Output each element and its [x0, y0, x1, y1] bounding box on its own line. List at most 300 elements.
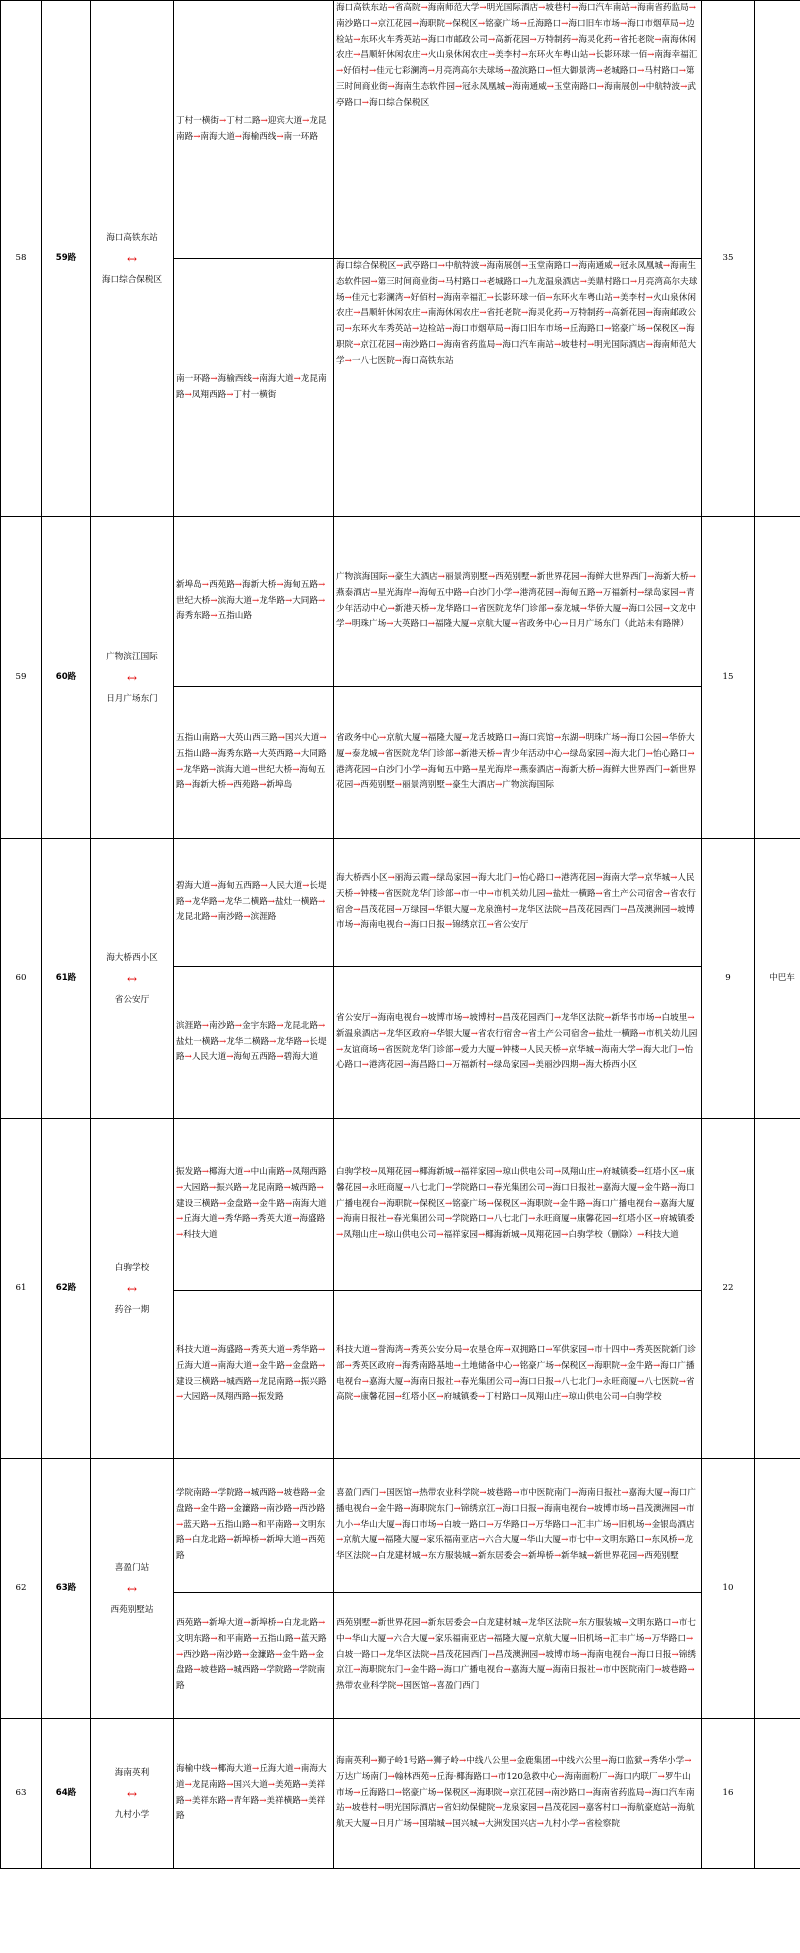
row-number: 63 [1, 1719, 42, 1869]
arrow-right-icon: → [637, 1551, 645, 1562]
arrow-right-icon: → [680, 81, 688, 92]
roads-inbound: 南一环路→海榆西线→南海大道→龙昆南路→凤翔西路→丁村一横街 [174, 259, 334, 517]
arrow-right-icon: → [436, 1787, 444, 1798]
arrow-right-icon: → [420, 764, 428, 775]
arrow-right-icon: → [210, 1763, 218, 1774]
terminal-a: 海南英利 [114, 1767, 150, 1778]
roads-inbound: 西苑路→新埠大道→新埠桥→白龙北路→文明东路→和平南路→五指山路→蓝天路→西沙路→南沙路→金濂路→金牛路→金盘路→坡巷路→城西路→学院路→学院南路 [174, 1593, 334, 1719]
arrow-right-icon: → [176, 1392, 184, 1403]
arrow-right-icon: → [487, 571, 496, 582]
arrow-right-icon: → [226, 1665, 234, 1676]
arrow-right-icon: → [302, 1036, 310, 1047]
arrow-right-icon: → [251, 1763, 260, 1774]
arrow-right-icon: → [267, 1779, 275, 1790]
arrow-right-icon: → [210, 912, 218, 923]
arrow-right-icon: → [387, 3, 395, 13]
arrow-right-icon: → [444, 1198, 453, 1209]
arrow-right-icon: → [637, 872, 645, 883]
row-number: 62 [1, 1459, 42, 1719]
terminal-b: 西苑别墅站 [110, 1604, 154, 1615]
arrow-right-icon: → [436, 1230, 444, 1241]
arrow-right-icon: → [611, 1519, 619, 1530]
arrow-right-icon: → [654, 1665, 662, 1676]
arrow-right-icon: → [403, 1376, 411, 1387]
arrow-right-icon: → [520, 261, 529, 271]
arrow-right-icon: → [344, 324, 352, 335]
arrow-right-icon: → [209, 1519, 217, 1530]
arrow-right-icon: → [671, 1649, 679, 1660]
arrow-right-icon: → [604, 1012, 612, 1023]
arrow-right-icon: → [519, 1535, 527, 1546]
arrow-right-icon: → [509, 1756, 517, 1766]
arrow-right-icon: → [210, 1344, 218, 1355]
arrow-right-icon: → [386, 1633, 394, 1644]
arrow-right-icon: → [353, 34, 361, 45]
arrow-right-icon: → [519, 18, 527, 29]
arrow-right-icon: → [571, 34, 579, 45]
line-number: 60路 [42, 517, 91, 839]
arrow-right-icon: → [546, 603, 554, 614]
arrow-right-icon: → [545, 1182, 553, 1193]
arrow-right-icon: → [678, 66, 686, 77]
arrow-right-icon: → [277, 732, 285, 743]
arrow-right-icon: → [495, 1012, 503, 1023]
arrow-right-icon: → [487, 34, 496, 45]
arrow-right-icon: → [495, 748, 503, 759]
arrow-right-icon: → [670, 1182, 678, 1193]
arrow-right-icon: → [218, 1036, 227, 1047]
arrow-right-icon: → [259, 1535, 267, 1546]
arrow-right-icon: → [561, 1535, 569, 1546]
arrow-right-icon: → [403, 920, 411, 931]
arrow-right-icon: → [243, 1344, 251, 1355]
arrow-right-icon: → [396, 1681, 404, 1692]
arrow-right-icon: → [595, 1665, 603, 1676]
arrow-right-icon: → [370, 18, 378, 29]
arrow-right-icon: → [250, 1519, 258, 1530]
arrow-right-icon: → [293, 748, 301, 759]
arrow-right-icon: → [505, 81, 513, 92]
stops-outbound: 海口高铁东站→省高院→海南师范大学→明光国际酒店→坡巷村→海口汽车南站→海南省药监局→南沙路口→京江花园→海职院→保税区→铭豪广场→丘海路口→海口旧车市场→海口市烟草局→边检站→东环火车秀英站→海口市邮政公司→高新花园→万特制药→海灵化药→省托老院→南海休闲农庄→昌顺轩休闲农庄→火山泉休闲农庄→美李村→东环火车粤山站→长影环球一佰→南海幸福汇→好佰村→佳元七彩澜湾→月亮湾高尔夫球场→盈滨路口→恒大御景湾→老城路口→马村路口→第三时间商业街→海南生态软件园→冠永凤凰城→海南通威→玉堂南路口→海南展创→中航特波→武亭路口→海口综合保税区 [334, 1, 702, 259]
arrow-right-icon: → [394, 1787, 402, 1798]
arrow-right-icon: → [387, 1771, 395, 1782]
arrow-right-icon: → [553, 872, 562, 883]
arrow-right-icon: → [571, 1618, 579, 1628]
arrow-right-icon: → [479, 276, 487, 287]
arrow-right-icon: → [479, 1488, 487, 1498]
arrow-right-icon: → [678, 587, 686, 598]
arrow-right-icon: → [259, 1665, 267, 1676]
arrow-right-icon: → [647, 571, 655, 582]
arrow-right-icon: → [528, 1060, 536, 1071]
arrow-right-icon: → [251, 1198, 260, 1209]
arrow-right-icon: → [420, 1551, 428, 1562]
arrow-right-icon: → [251, 373, 260, 384]
arrow-right-icon: → [453, 1503, 461, 1514]
vehicle-count: 10 [702, 1459, 755, 1719]
arrow-right-icon: → [184, 1779, 192, 1790]
arrow-right-icon: → [595, 888, 603, 899]
arrow-right-icon: → [462, 732, 470, 743]
arrow-right-icon: → [209, 1392, 217, 1403]
arrow-right-icon: → [462, 1012, 470, 1023]
arrow-right-icon: → [260, 880, 268, 891]
arrow-right-icon: → [578, 1060, 586, 1071]
arrow-right-icon: → [444, 780, 453, 791]
arrow-right-icon: → [635, 1044, 643, 1055]
arrow-right-icon: → [637, 587, 645, 598]
arrow-right-icon: → [612, 261, 620, 271]
arrow-right-icon: → [510, 904, 519, 915]
roads-outbound: 海榆中线→椰海大道→丘海大道→南海大道→龙昆南路→国兴大道→美苑路→美祥路→美祥东路→青年路→美祥横路→美祥路 [174, 1719, 334, 1869]
arrow-right-icon: → [529, 571, 537, 582]
arrow-right-icon: → [336, 66, 344, 77]
arrow-right-icon: → [638, 1028, 646, 1039]
terminals [91, 1, 174, 517]
arrow-right-icon: → [276, 1488, 284, 1498]
arrow-right-icon: → [308, 1649, 316, 1660]
arrow-right-icon: → [528, 1633, 536, 1644]
arrow-right-icon: → [259, 1795, 267, 1806]
arrow-right-icon: → [403, 1182, 411, 1193]
arrow-right-icon: → [378, 1198, 387, 1209]
arrow-right-icon: → [594, 1535, 602, 1546]
roads-outbound: 学院南路→学院路→城西路→坡巷路→金盘路→金牛路→金濂路→南沙路→西沙路→蓝天路→五指山路→和平南路→文明东路→白龙北路→新埠桥→新埠大道→西苑路 [174, 1459, 334, 1593]
stops-outbound: 喜盈门西门→国医馆→热带农业科学院→坡巷路→市中医院南门→海南日报社→嘉海大厦→海口广播电视台→金牛路→海职院东门→锦绣京江→海口日报→海南电视台→坡博市场→昌茂澳洲园→市九小→华山大厦→海口市场→白坡一路口→万华路口→万华路口→汇丰广场→旧机场→金银岛酒店→京航大厦→福隆大厦→家乐福南亚店→六合大厦→华山大厦→市七中→文明东路口→东风桥→龙华区法院→白龙建材城→东方服装城→新东居委会→新埠桥→新华城→新世界花园→西苑别墅 [334, 1459, 702, 1593]
arrow-right-icon: → [353, 920, 361, 931]
vehicle-count: 9 [702, 839, 755, 1119]
arrow-right-icon: → [553, 1551, 562, 1562]
arrow-right-icon: → [678, 18, 686, 29]
arrow-right-icon: → [512, 1360, 520, 1371]
roads-inbound: 五指山南路→大英山西三路→国兴大道→五指山路→海秀东路→大英西路→大同路→龙华路→滨海大道→世纪大桥→海甸五路→海新大桥→西苑路→新埠岛 [174, 687, 334, 839]
stops-outbound: 白驹学校→凤翔花园→椰海新城→福祥家园→琼山供电公司→凤翔山庄→府城镇委→红塔小区→康馨花园→永旺商厦→八七北门→学院路口→春光集团公司→海口日报社→嘉海大厦→金牛路→海口广播电视台→海职院→保税区→铭豪广场→保税区→海职院→金牛路→海口广播电视台→嘉海大厦→海南日报社→春光集团公司→学院路口→八七北门→永旺商厦→康馨花园→红塔小区→府城镇委→凤翔山庄→琼山供电公司→福祥家园→椰海新城→凤翔花园→白驹学校（删除）→科技大道 [334, 1119, 702, 1291]
arrow-right-icon: → [486, 888, 494, 899]
arrow-right-icon: → [495, 1044, 503, 1055]
arrow-right-icon: → [426, 1756, 434, 1766]
arrow-right-icon: → [595, 1182, 603, 1193]
arrow-right-icon: → [529, 34, 537, 45]
arrow-right-icon: → [487, 50, 496, 61]
arrow-right-icon: → [429, 603, 437, 614]
arrow-right-icon: → [300, 1779, 308, 1790]
arrow-right-icon: → [353, 780, 361, 791]
arrow-right-icon: → [453, 1167, 461, 1177]
arrow-right-icon: → [604, 324, 612, 335]
arrow-right-icon: → [479, 261, 487, 271]
arrow-right-icon: → [520, 1551, 529, 1562]
arrow-right-icon: → [210, 1488, 218, 1498]
arrow-right-icon: → [642, 1756, 650, 1766]
arrow-right-icon: → [453, 1376, 461, 1387]
arrow-right-icon: → [394, 1392, 402, 1403]
arrow-right-icon: → [647, 50, 655, 61]
arrow-right-icon: → [344, 748, 352, 759]
arrow-right-icon: → [644, 1633, 652, 1644]
arrow-right-icon: → [637, 1230, 645, 1241]
arrow-right-icon: → [607, 1771, 615, 1782]
vehicle-count: 22 [702, 1119, 755, 1459]
arrow-right-icon: → [226, 1535, 234, 1546]
terminal-b: 省公安厅 [114, 994, 150, 1005]
arrow-right-icon: → [251, 1633, 260, 1644]
arrow-right-icon: → [201, 1020, 209, 1031]
arrow-right-icon: → [226, 389, 234, 400]
arrow-right-icon: → [361, 1376, 369, 1387]
row-number: 59 [1, 517, 42, 839]
arrow-right-icon: → [662, 1488, 671, 1498]
arrow-right-icon: → [545, 1665, 553, 1676]
arrow-right-icon: → [344, 1633, 352, 1644]
row-number: 60 [1, 839, 42, 1119]
arrow-right-icon: → [394, 1519, 402, 1530]
arrow-right-icon: → [436, 292, 444, 303]
arrow-right-icon: → [520, 276, 529, 287]
arrow-right-icon: → [275, 1649, 283, 1660]
arrow-right-icon: → [369, 66, 377, 77]
arrow-right-icon: → [317, 579, 326, 590]
arrow-right-icon: → [644, 1519, 652, 1530]
arrow-right-icon: → [579, 603, 587, 614]
arrow-right-icon: → [470, 764, 478, 775]
arrow-right-icon: → [218, 1376, 227, 1387]
arrow-right-icon: → [477, 1535, 486, 1546]
arrow-right-icon: → [353, 308, 361, 319]
arrow-right-icon: → [662, 603, 671, 614]
arrow-right-icon: → [336, 1535, 344, 1546]
terminals [91, 517, 174, 839]
vehicle-count: 35 [702, 1, 755, 517]
arrow-right-icon: → [361, 1060, 369, 1071]
arrow-right-icon: → [218, 115, 227, 126]
terminal-a: 海口高铁东站 [106, 232, 158, 243]
arrow-right-icon: → [394, 780, 402, 791]
arrow-right-icon: → [234, 1020, 242, 1031]
arrow-right-icon: → [453, 1360, 461, 1371]
arrow-right-icon: → [226, 1779, 234, 1790]
arrow-right-icon: → [370, 1503, 378, 1514]
arrow-right-icon: → [596, 81, 605, 92]
arrow-right-icon: → [629, 1649, 638, 1660]
arrow-right-icon: → [218, 1198, 227, 1209]
arrow-right-icon: → [520, 308, 529, 319]
arrow-right-icon: → [226, 1503, 234, 1514]
arrow-right-icon: → [209, 764, 217, 775]
arrow-right-icon: → [284, 1167, 293, 1177]
stops-outbound: 广物滨海国际→豪生大酒店→丽景湾别墅→西苑别墅→新世界花园→海鲜大世界西门→海新大桥→燕泰酒店→星光海岸→海甸五中路→白沙门小学→港湾花园→海甸五路→万福新村→绿岛家园→青少年活动中心→新港天桥→龙华路口→省医院龙华门诊部→泰龙城→华侨大厦→海口公园→文龙中学→明珠广场→大英路口→福隆大厦→京航大厦→省政务中心→日月广场东门（此站未有路牌） [334, 517, 702, 687]
arrow-right-icon: → [561, 904, 569, 915]
bidirectional-arrow-icon: ↔ [126, 971, 138, 986]
arrow-right-icon: → [284, 595, 293, 606]
arrow-right-icon: → [378, 1649, 387, 1660]
arrow-right-icon: → [251, 1376, 260, 1387]
arrow-right-icon: → [561, 619, 569, 630]
arrow-right-icon: → [495, 780, 503, 791]
terminal-b: 日月广场东门 [106, 693, 158, 704]
arrow-right-icon: → [578, 732, 586, 743]
arrow-right-icon: → [377, 1535, 385, 1546]
arrow-right-icon: → [557, 1771, 565, 1782]
arrow-right-icon: → [645, 324, 653, 335]
arrow-right-icon: → [394, 339, 402, 350]
arrow-right-icon: → [336, 1230, 344, 1241]
arrow-right-icon: → [546, 81, 554, 92]
arrow-right-icon: → [553, 1360, 562, 1371]
arrow-right-icon: → [377, 888, 385, 899]
remark: 中巴车 [755, 839, 800, 1119]
arrow-right-icon: → [687, 1012, 695, 1023]
arrow-right-icon: → [411, 587, 420, 598]
arrow-right-icon: → [595, 587, 603, 598]
arrow-right-icon: → [553, 764, 562, 775]
arrow-right-icon: → [687, 1665, 695, 1676]
arrow-right-icon: → [437, 571, 445, 582]
arrow-right-icon: → [604, 748, 612, 759]
arrow-right-icon: → [621, 1618, 629, 1628]
line-number: 63路 [42, 1459, 91, 1719]
arrow-right-icon: → [652, 1360, 661, 1371]
arrow-right-icon: → [260, 115, 268, 126]
remark [755, 1719, 800, 1869]
arrow-right-icon: → [545, 292, 553, 303]
arrow-right-icon: → [670, 1803, 678, 1814]
arrow-right-icon: → [586, 1503, 595, 1514]
route-row-out [1, 1, 800, 259]
arrow-right-icon: → [586, 1344, 595, 1355]
arrow-right-icon: → [226, 1795, 234, 1806]
arrow-right-icon: → [553, 587, 562, 598]
arrow-right-icon: → [370, 1819, 378, 1830]
stops-inbound: 科技大道→誉海湾→秀英公安分局→农垦仓库→双拥路口→军供家园→市十四中→秀英医院新门诊部→秀英区政府→海秀南路基地→土地储备中心→铭豪广场→保税区→海职院→金牛路→海口广播电视台→嘉海大厦→海南日报社→春光集团公司→海口日报→八七北门→永旺商厦→八七医院→省高院→康馨花园→红塔小区→府城镇委→丁村路口→凤翔山庄→琼山供电公司→白驹学校 [334, 1291, 702, 1459]
arrow-right-icon: → [571, 1488, 579, 1498]
arrow-right-icon: → [678, 1503, 686, 1514]
arrow-right-icon: → [243, 1488, 251, 1498]
arrow-right-icon: → [569, 1519, 577, 1530]
route-row-out [1, 517, 800, 687]
arrow-right-icon: → [293, 1376, 301, 1387]
arrow-right-icon: → [538, 1649, 546, 1660]
arrow-right-icon: → [503, 1665, 511, 1676]
route-row-out [1, 1119, 800, 1291]
arrow-right-icon: → [520, 50, 529, 61]
arrow-right-icon: → [394, 355, 402, 366]
arrow-right-icon: → [586, 1551, 595, 1562]
arrow-right-icon: → [317, 1360, 326, 1371]
arrow-right-icon: → [629, 276, 638, 287]
arrow-right-icon: → [578, 1803, 586, 1814]
arrow-right-icon: → [561, 1392, 569, 1403]
arrow-right-icon: → [502, 1787, 510, 1798]
remark [755, 1459, 800, 1719]
stops-inbound: 西苑别墅→新世界花园→新东居委会→白龙建材城→龙华区法院→东方服装城→文明东路口→市七中→华山大厦→六合大厦→家乐福南亚店→福隆大厦→京航大厦→旧机场→汇丰广场→万华路口→白坡一路口→龙华区法院→昌茂花园西门→昌茂澳洲园→坡博市场→海南电视台→海口日报→锦绣京江→海职院东门→金牛路→海口广播电视台→嘉海大厦→海南日报社→市中医院南门→坡巷路→热带农业科学院→国医馆→喜盈门西门 [334, 1593, 702, 1719]
arrow-right-icon: → [217, 1214, 225, 1225]
arrow-right-icon: → [444, 1214, 453, 1225]
arrow-right-icon: → [619, 732, 628, 743]
line-number: 64路 [42, 1719, 91, 1869]
arrow-right-icon: → [512, 1376, 520, 1387]
terminals [91, 1459, 174, 1719]
arrow-right-icon: → [436, 1803, 444, 1814]
arrow-right-icon: → [386, 1214, 394, 1225]
arrow-right-icon: → [420, 1012, 428, 1023]
arrow-right-icon: → [586, 1360, 595, 1371]
arrow-right-icon: → [629, 3, 638, 13]
arrow-right-icon: → [486, 1060, 494, 1071]
arrow-right-icon: → [201, 1167, 209, 1177]
stops-inbound: 省政务中心→京航大厦→福隆大厦→龙舌坡路口→海口宾馆→东湖→明珠广场→海口公园→华侨大厦→泰龙城→省医院龙华门诊部→新港天桥→青少年活动中心→绿岛家园→海大北门→怡心路口→港湾花园→白沙门小学→海甸五中路→星光海岸→燕泰酒店→海新大桥→海鲜大世界西门→新世界花园→西苑别墅→丽景湾别墅→豪生大酒店→广物滨海国际 [334, 687, 702, 839]
arrow-right-icon: → [512, 587, 520, 598]
arrow-right-icon: → [657, 1771, 665, 1782]
arrow-right-icon: → [536, 1503, 544, 1514]
arrow-right-icon: → [670, 904, 678, 915]
arrow-right-icon: → [519, 1044, 527, 1055]
arrow-right-icon: → [545, 888, 553, 899]
arrow-right-icon: → [387, 603, 395, 614]
arrow-right-icon: → [276, 579, 284, 590]
arrow-right-icon: → [387, 872, 395, 883]
terminals [91, 1719, 174, 1869]
arrow-right-icon: → [459, 1756, 467, 1766]
arrow-right-icon: → [193, 1665, 201, 1676]
arrow-right-icon: → [519, 1198, 527, 1209]
arrow-right-icon: → [403, 1060, 411, 1071]
arrow-right-icon: → [353, 1392, 361, 1403]
bidirectional-arrow-icon: ↔ [126, 670, 138, 685]
arrow-right-icon: → [210, 595, 218, 606]
arrow-right-icon: → [176, 1230, 184, 1241]
arrow-right-icon: → [595, 872, 603, 883]
arrow-right-icon: → [218, 732, 227, 743]
line-number: 59路 [42, 1, 91, 517]
arrow-right-icon: → [595, 1376, 603, 1387]
arrow-right-icon: → [284, 1344, 293, 1355]
arrow-right-icon: → [251, 595, 260, 606]
terminals [91, 839, 174, 1119]
arrow-right-icon: → [644, 1535, 652, 1546]
arrow-right-icon: → [470, 1028, 478, 1039]
arrow-right-icon: → [661, 732, 669, 743]
arrow-right-icon: → [377, 1803, 385, 1814]
row-number: 61 [1, 1119, 42, 1459]
arrow-right-icon: → [250, 1214, 258, 1225]
arrow-right-icon: → [579, 1649, 587, 1660]
arrow-right-icon: → [250, 1392, 258, 1403]
arrow-right-icon: → [678, 324, 686, 335]
arrow-right-icon: → [619, 904, 628, 915]
vehicle-count: 15 [702, 517, 755, 839]
route-row-out [1, 839, 800, 967]
arrow-right-icon: → [344, 292, 352, 303]
arrow-right-icon: → [403, 1344, 411, 1355]
arrow-right-icon: → [645, 339, 653, 350]
bidirectional-arrow-icon: ↔ [126, 1581, 138, 1596]
arrow-right-icon: → [585, 1198, 593, 1209]
arrow-right-icon: → [176, 1214, 184, 1225]
arrow-right-icon: → [370, 1012, 378, 1023]
arrow-right-icon: → [512, 1488, 520, 1498]
arrow-right-icon: → [519, 1392, 527, 1403]
arrow-right-icon: → [687, 748, 695, 759]
arrow-right-icon: → [243, 1618, 251, 1628]
arrow-right-icon: → [477, 1230, 486, 1241]
arrow-right-icon: → [671, 1618, 679, 1628]
arrow-right-icon: → [403, 1503, 411, 1514]
arrow-right-icon: → [292, 1665, 300, 1676]
arrow-right-icon: → [601, 1756, 609, 1766]
roads-outbound: 振发路→椰海大道→中山南路→凤翔西路→大园路→振兴路→龙昆南路→城西路→建设三横路→金盘路→金牛路→南海大道→丘海大道→秀华路→秀英大道→海盛路→科技大道 [174, 1119, 334, 1291]
arrow-right-icon: → [545, 66, 553, 77]
arrow-right-icon: → [588, 1028, 596, 1039]
